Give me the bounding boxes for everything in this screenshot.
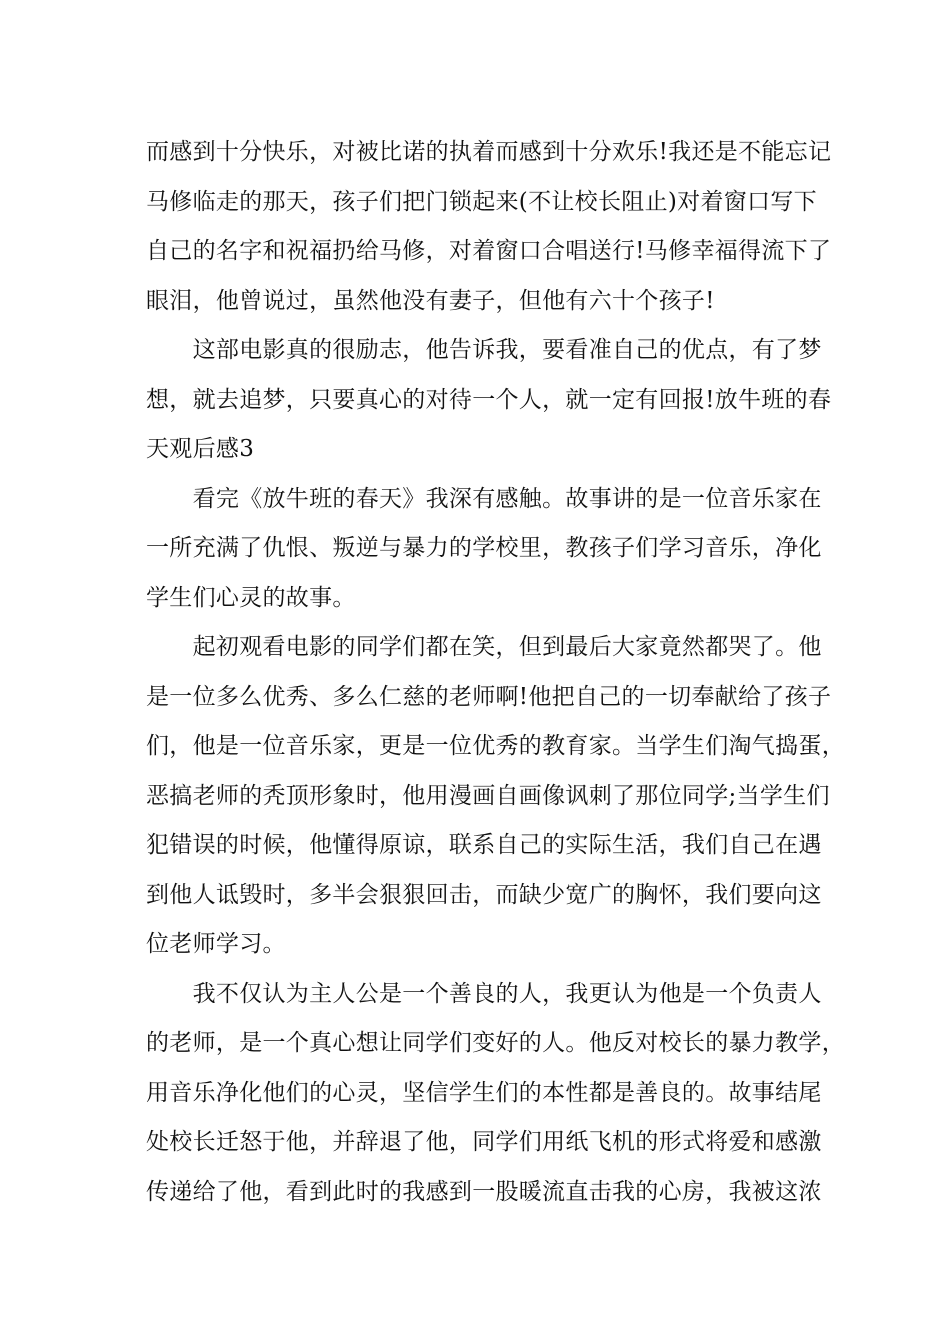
document-body (146, 128, 845, 1217)
text-line: 这部电影真的很励志，他告诉我，要看准自己的优点，有了梦 (146, 337, 822, 363)
text-line: 用音乐净化他们的心灵，坚信学生们的本性都是善良的。故事结尾 (146, 1079, 822, 1106)
text-line: 的老师，是一个真心想让同学们变好的人。他反对校长的暴力教学， (146, 1030, 845, 1056)
text-line: 学生们心灵的故事。 (146, 584, 356, 611)
text-line: 传递给了他，看到此时的我感到一股暖流直击我的心房，我被这浓 (146, 1178, 822, 1205)
paragraph (146, 128, 832, 326)
text-line: 到他人诋毁时，多半会狠狠回击，而缺少宽广的胸怀，我们要向这 (146, 881, 822, 908)
text-line: 眼泪，他曾说过，虽然他没有妻子，但他有六十个孩子! (146, 287, 715, 314)
text-line: 我不仅认为主人公是一个善良的人，我更认为他是一个负责人 (146, 980, 822, 1007)
text-line: 天观后感3 (146, 436, 255, 462)
paragraph (146, 475, 822, 624)
text-line: 处校长迁怒于他，并辞退了他，同学们用纸飞机的形式将爱和感激 (146, 1129, 822, 1155)
text-line: 是一位多么优秀、多么仁慈的老师啊!他把自己的一切奉献给了孩子 (146, 683, 832, 710)
text-line: 看完《放牛班的春天》我深有感触。故事讲的是一位音乐家在 (146, 485, 822, 512)
text-line: 起初观看电影的同学们都在笑，但到最后大家竟然都哭了。他 (146, 634, 822, 660)
paragraph (146, 623, 845, 970)
text-line: 马修临走的那天，孩子们把门锁起来(不让校长阻止)对着窗口写下 (146, 188, 817, 215)
text-line: 想，就去追梦，只要真心的对待一个人，就一定有回报!放牛班的春 (146, 386, 832, 413)
text-line: 位老师学习。 (146, 931, 286, 957)
paragraph (146, 970, 845, 1218)
text-line: 自己的名字和祝福扔给马修，对着窗口合唱送行!马修幸福得流下了 (146, 238, 832, 264)
text-line: 一所充满了仇恨、叛逆与暴力的学校里，教孩子们学习音乐，净化 (146, 535, 822, 561)
text-line: 犯错误的时候，他懂得原谅，联系自己的实际生活，我们自己在遇 (146, 832, 822, 858)
text-line: 而感到十分快乐，对被比诺的执着而感到十分欢乐!我还是不能忘记 (146, 139, 832, 165)
text-line: 恶搞老师的秃顶形象时，他用漫画自画像讽刺了那位同学;当学生们 (146, 782, 830, 809)
text-line: 们，他是一位音乐家，更是一位优秀的教育家。当学生们淘气捣蛋， (146, 733, 845, 759)
paragraph (146, 326, 832, 475)
